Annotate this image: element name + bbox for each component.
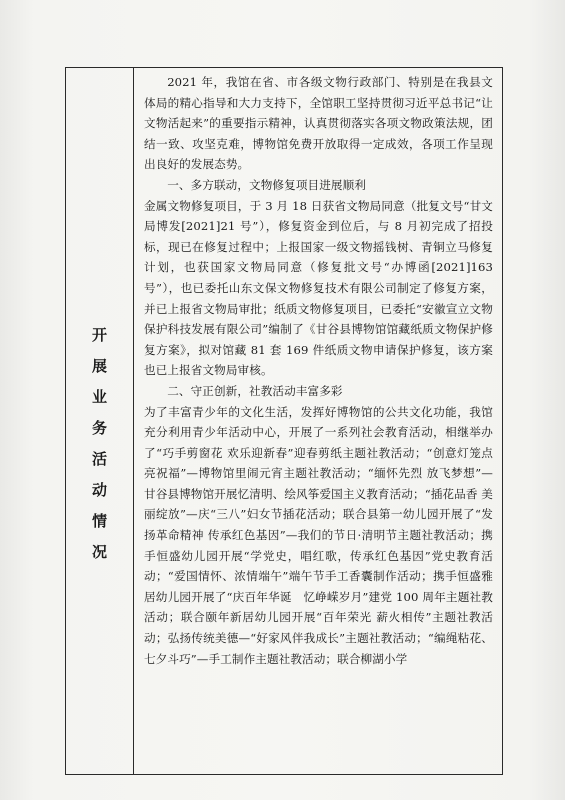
label-char: 动 [91,481,107,499]
label-char: 展 [91,357,107,375]
intro-paragraph: 2021 年，我馆在省、市各级文物行政部门、特别是在我县文体局的精心指导和大力支持下，全馆职工坚持贯彻习近平总书记“让文物活起来”的重要指示精神，认真贯彻落实各项文物政策法规，团结一致、攻坚克难，博物馆免费开放取得一定成效，各项工作呈现出良好的发展态势。 [144,75,493,172]
label-char: 况 [91,543,107,561]
section-label-cell [66,68,134,774]
section-heading-1: 一、多方联动，文物修复项目进展顺利 [167,177,366,192]
section-label [92,320,107,568]
section-heading-2: 二、守正创新，社教活动丰富多彩 [167,383,343,398]
label-char: 情 [91,512,107,530]
report-content [134,68,502,774]
label-char: 开 [91,326,107,344]
label-char: 活 [91,450,107,468]
label-char: 务 [91,419,107,437]
report-table [65,67,503,775]
restoration-paragraph: 金属文物修复项目，于 3 月 18 日获省文物局同意（批复文号“甘文局博发[2021]21 号”），修复资金到位后，与 8 月初完成了招投标，现已在修复过程中；上报国家一级文物摇钱树、青铜立马修复计划，也获国家文物局同意（修复批文号“办博函[2021]163 号”），也已委托山东文保文物修复技术有限公司制定了修复方案，并已上报省文物局审批；纸质文物修复项目，已委托“安徽宣立文物保护科技发展有限公司”编制了《甘谷县博物馆馆藏纸质文物保护修复方案》，拟对馆藏 81 套 169 件纸质文物申请保护修复，该方案也已上报省文物局审核。 [144,198,493,378]
label-char: 业 [91,388,107,406]
education-paragraph: 为了丰富青少年的文化生活，发挥好博物馆的公共文化功能，我馆充分利用青少年活动中心，开展了一系列社会教育活动，相继举办了“巧手剪窗花 欢乐迎新春”迎春剪纸主题社教活动；“创意灯笼点亮祝福”—博物馆里闹元宵主题社教活动；“缅怀先烈 放飞梦想”—甘谷县博物馆开展忆清明、绘风筝爱国主义教育活动；“插花品香 美丽绽放”—庆“三八”妇女节插花活动；联合县第一幼儿园开展了“发扬革命精神 传承红色基因”—我们的节日·清明节主题社教活动；携手恒盛幼儿园开展“学党史，唱红歌，传承红色基因”党史教育活动；“爱国情怀、浓情端午”端午节手工香囊制作活动；携手恒盛雅居幼儿园开展了“庆百年华诞 忆峥嵘岁月”建党 100 周年主题社教活动；联合颐年新居幼儿园开展“百年荣光 薪火相传”主题社教活动；弘扬传统美德—“好家风伴我成长”主题社教活动；“编绳粘花、七夕斗巧”—手工制作主题社教活动；联合柳湖小学 [144,404,493,666]
